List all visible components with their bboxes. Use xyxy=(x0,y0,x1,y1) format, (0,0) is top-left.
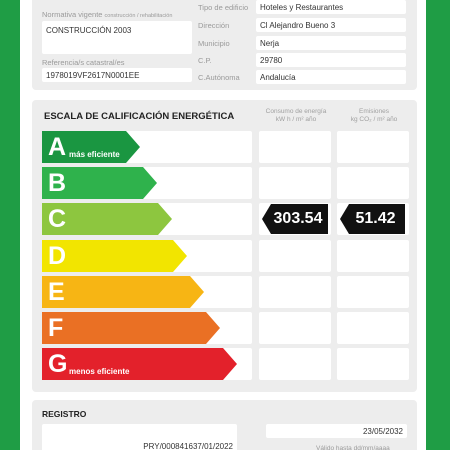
rating-letter-e: E xyxy=(48,278,65,306)
emissions-cell xyxy=(337,131,409,163)
cp-label: C.P. xyxy=(198,56,212,65)
energy-cell xyxy=(259,312,331,344)
rating-bar-e xyxy=(42,276,204,308)
rating-description-g: menos eficiente xyxy=(69,367,130,376)
direccion-value: Cl Alejandro Bueno 3 xyxy=(256,18,406,32)
emissions-cell xyxy=(337,167,409,199)
rating-bar-g xyxy=(42,348,237,380)
energy-cell xyxy=(259,131,331,163)
frame-border-right xyxy=(425,0,450,450)
energy-scale-title: ESCALA DE CALIFICACIÓN ENERGÉTICA xyxy=(44,111,235,122)
energy-cell xyxy=(259,276,331,308)
emissions-cell xyxy=(337,240,409,272)
normativa-sublabel: construcción / rehabilitación xyxy=(104,13,173,19)
rating-letter-g: G xyxy=(48,350,68,378)
rating-letter-f: F xyxy=(48,314,64,342)
referencia-value: 1978019VF2617N0001EE xyxy=(42,68,192,82)
energy-cell xyxy=(259,167,331,199)
emissions-column-header: Emisiones kg CO₂ / m² año xyxy=(350,108,398,123)
normativa-label: Normativa vigente construcción / rehabilitación xyxy=(42,10,173,19)
emissions-cell xyxy=(337,312,409,344)
rating-letter-c: C xyxy=(48,205,67,233)
energy-consumption-tag xyxy=(262,204,328,234)
rating-bar-a xyxy=(42,131,140,163)
energy-column-header: Consumo de energía kW h / m² año xyxy=(265,108,327,123)
energy-cell xyxy=(259,240,331,272)
municipio-label: Municipio xyxy=(198,39,230,48)
rating-description-a: más eficiente xyxy=(69,150,120,159)
direccion-label: Dirección xyxy=(198,21,230,30)
emissions-tag xyxy=(340,204,405,234)
cp-value: 29780 xyxy=(256,53,406,67)
frame-gap-right xyxy=(420,0,426,450)
registro-number: PRY/000841637/01/2022 xyxy=(42,424,237,450)
registro-valid-label: Válido hasta dd/mm/aaaa xyxy=(316,445,390,450)
emissions-tag-value: 51.42 xyxy=(355,210,396,227)
rating-letter-d: D xyxy=(48,242,67,270)
emissions-cell xyxy=(337,348,409,380)
tipo-label: Tipo de edificio xyxy=(198,3,249,12)
registro-title: REGISTRO xyxy=(42,409,87,419)
municipio-value: Nerja xyxy=(256,36,406,50)
normativa-value: CONSTRUCCIÓN 2003 xyxy=(42,21,192,54)
rating-letter-b: B xyxy=(48,169,67,197)
frame-border-left xyxy=(0,0,20,450)
rating-bar-f xyxy=(42,312,220,344)
rating-bar-b xyxy=(42,167,157,199)
ca-label: C.Autónoma xyxy=(198,73,240,82)
rating-letter-a: A xyxy=(48,133,67,161)
ca-value: Andalucía xyxy=(256,70,406,84)
emissions-cell xyxy=(337,276,409,308)
registro-date: 23/05/2032 xyxy=(266,424,407,438)
tipo-value: Hoteles y Restaurantes xyxy=(256,0,406,14)
rating-bar-c xyxy=(42,203,172,235)
energy-consumption-tag-value: 303.54 xyxy=(273,210,323,227)
referencia-label: Referencia/s catastral/es xyxy=(42,58,125,67)
rating-bar-d xyxy=(42,240,187,272)
energy-cell xyxy=(259,348,331,380)
